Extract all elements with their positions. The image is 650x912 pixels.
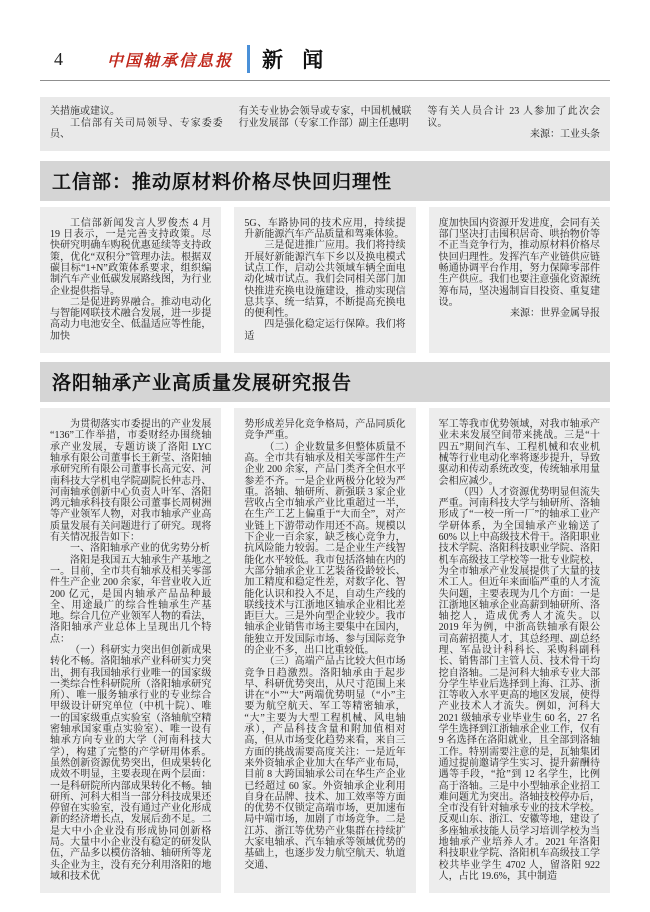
paragraph: 工信部有关司局领导、专家委委员、 xyxy=(50,117,223,141)
article-luoyang-body xyxy=(40,408,610,893)
paragraph: 军工等我市优势领域，对我市轴承产业未来发展空间带来挑战。三是“十四五”期间汽车、工程机械和农业机械等行业电动化率将逐步提升，导致驱动和传动系统改变，传统轴承用量会相应减少。 xyxy=(438,419,600,487)
paragraph: 度加快国内资源开发进度，会同有关部门坚决打击囤积居奇、哄抬物价等不正当竞争行为，推动原材料价格尽快回归理性。发挥汽车产业链供应链畅通协调平台作用，努力保障零部件生产供应。我们也要注意强化资源统筹布局，坚决遏制盲目投资、重复建设。 xyxy=(438,217,600,308)
paragraph: 洛阳是我国五大轴承生产基地之一。目前，全市共有轴承及相关零部件生产企业 200 余家，年营业收入近 200 亿元，是国内轴承产品品种最全、用途最广的综合性轴承生产基地。综合几位产业领军人物的看法，洛阳轴承产业总体上呈现出几个特点： xyxy=(50,554,212,645)
paragraph: 一、洛阳轴承产业的优劣势分析 xyxy=(70,543,210,555)
brief-column-2 xyxy=(239,106,412,141)
article-miit xyxy=(40,161,610,353)
article-miit-title: 工信部：推动原材料价格尽快回归理性 xyxy=(40,161,610,201)
header-divider-bar xyxy=(247,45,250,73)
paragraph: 为贯彻落实市委提出的产业发展“136”工作举措，市委财经办围绕轴承产业发展，专题访谈了洛阳 LYC 轴承有限公司董事长王新莹、洛阳轴承研究所有限公司董事长高元安、河南科技大学机电学院副院长仲志丹、河南轴承创新中心负责人叶军、洛阳鸿元轴承科技有限公司董事长周树洲等产业领军人物，对我市轴承产业高质量发展有关问题进行了研究。现将有关情况报告如下： xyxy=(50,419,212,544)
paragraph: 二是促进跨界融合。推动电动化与智能网联技术融合发展，进一步提高动力电池安全、低温适应等性能，加快 xyxy=(50,296,212,342)
paragraph: 关措施或建议。 xyxy=(50,106,120,117)
paragraph: 等有关人员合计 23 人参加了此次会议。 xyxy=(427,106,601,129)
paragraph: 工信部新闻发言人罗俊杰 4 月 19 日表示，一是完善支持政策。尽快研究明确车购税优惠延续等支持政策，优化“双积分”管理办法。根据双碳目标“1+N”政策体系要求，组织编制汽车产业低碳发展路线图，为行业企业提供指导。 xyxy=(50,217,212,297)
page-header xyxy=(40,0,610,81)
brief-column-3 xyxy=(427,106,600,141)
paragraph: 有关专业协会领导或专家，中国机械联行业发展部（专家工作部）副主任惠明 xyxy=(238,106,412,129)
paragraph: （四）人才资源优势明显但流失严重。河南科技大学与轴研所、洛轴形成了“一校一所一厂”的轴承工业产学研体系，为全国轴承产业输送了 60% 以上中高级技术骨干。洛阳职业技术学院、洛阳科技职业学院、洛阳机车高级技工学校等一批专业院校，为全市轴承产业发展提供了大量的技术工人。但近年来面临严重的人才流失问题，主要表现为几个方面：一是江浙地区轴承企业高薪到轴研所、洛轴挖人，造成优秀人才流失。以 2019 年为例，中浙高铁轴承有限公司高薪招揽人才，其总经理、副总经理、军品设计科科长、采购科副科长、销售部门主管人员、技术骨干均挖自洛轴。二是河科大轴承专业大部分学生毕业后选择到上海、江苏、浙江等收入水平更高的地区发展，使得产业技术人才流失。例如，河科大 2021 级轴承专业毕业生 60 名，27 名学生选择到江浙轴承企业工作，仅有 9 名选择在洛阳就业，且全部到洛轴工作。特别需要注意的是，瓦轴集团通过提前邀请学生实习、提升薪酬待遇等手段，“抢”到 12 名学生，比例高于洛轴。三是中小型轴承企业招工难问题尤为突出。洛轴技校停办后，全市没有针对轴承专业的技术学校。反观山东、浙江、安徽等地，建设了多座轴承技能人员学习培训学校为当地轴承产业培养人才。2021 年洛阳科技职业学院、洛阳机车高级技工学校共毕业学生 4702 人，留洛阳 922 人，占比 19.6%，其中制造 xyxy=(438,486,600,882)
masthead-title: 中国轴承信息报 xyxy=(107,52,234,70)
article-miit-column-2 xyxy=(234,207,415,353)
section-title: 新 闻 xyxy=(262,48,331,72)
paragraph: （三）高端产品占比较大但市场竞争日趋激烈。洛阳轴承由于起步早、科研优势突出，从尺寸范围上来讲在“小”“大”两端优势明显（“小”主要为航空航天、军工等精密轴承，“大”主要为大型工程机械、风电轴承），产品科技含量和附加值相对高，但从市场变化趋势来看，来自三方面的挑战需要高度关注：一是近年来外资轴承企业加大在华产业布局，目前 8 大跨国轴承公司在华生产企业已经超过 60 家。外资轴承企业利用自身在品牌、技术、加工效率等方面的优势不仅锁定高端市场，更加速布局中端市场，加剧了市场竞争。二是江苏、浙江等优势产业集群在持续扩大家电轴承、汽车轴承等领域优势的基础上，也逐步发力航空航天、轨道交通、 xyxy=(244,656,406,871)
article-luoyang-column-2 xyxy=(234,408,415,893)
article-luoyang-column-3 xyxy=(429,408,610,893)
page-number: 4 xyxy=(54,48,63,69)
paragraph: 三是促进推广应用。我们将持续开展好新能源汽车下乡以及换电模式试点工作，启动公共领域车辆全面电动化城市试点。我们会同相关部门加快推进充换电设施建设，推动实现信息共享、统一结算，不断提高充换电的便利性。 xyxy=(244,240,406,320)
paragraph: 来源：世界金属导报 xyxy=(509,308,600,320)
article-miit-body xyxy=(40,207,610,353)
article-luoyang-column-1 xyxy=(40,408,221,893)
article-luoyang-report xyxy=(40,362,610,893)
article-luoyang-title: 洛阳轴承产业高质量发展研究报告 xyxy=(40,362,610,402)
meeting-brief-block xyxy=(40,97,610,151)
paragraph: （二）企业数量多但整体质量不高。全市共有轴承及相关零部件生产企业 200 余家，产品门类齐全但水平参差不齐。一是企业两极分化较为严重。洛轴、轴研所、新强联 3 家企业营收占全市轴承产业比重超过一半，在生产工艺上偏重于“大而全”，对产业链上下游带动作用还不高。规模以下企业一百余家，缺乏核心竞争力，抗风险能力较弱。二是企业生产线智能化水平较低。我市包括洛轴在内的大部分轴承企业工艺装备役龄较长、加工精度和稳定性差，对数字化、智能化认识和投入不足，自动生产线的联线技术与江浙地区轴承企业相比差距巨大。三是外向型企业较少。我市轴承企业销售市场主要集中在国内，能独立开发国际市场、参与国际竞争的企业不多，出口比重较低。 xyxy=(244,441,406,656)
paragraph: （一）科研实力突出但创新成果转化不畅。洛阳轴承产业科研实力突出，拥有我国轴承行业唯一的国家级一类综合性科研院所（洛阳轴承研究所）、唯一服务轴承行业的专业综合甲级设计研究单位（中机十院）、唯一的国家级重点实验室（洛轴航空精密轴承国家重点实验室）、唯一设有轴承方向专业的大学（河南科技大学），构建了完整的产学研用体系。虽然创新资源优势突出，但成果转化成效不明显，主要表现在两个层面：一是科研院所内部成果转化不畅。轴研所、河科大相当一部分科技成果还停留在实验室，没有通过产业化形成新的经济增长点，发展后劲不足。二是大中小企业没有形成协同创新格局。大量中小企业没有稳定的研发队伍，产品多以模仿洛轴、轴研所等龙头企业为主，没有充分利用洛阳的地域和技术优 xyxy=(50,644,212,882)
article-miit-column-3 xyxy=(429,207,610,353)
article-miit-column-1 xyxy=(40,207,221,353)
brief-column-1 xyxy=(50,106,223,141)
paragraph: 势形成差异化竞争格局，产品同质化竞争严重。 xyxy=(244,419,406,442)
paragraph: 5G、车路协同的技术应用，持续提升新能源汽车产品质量和驾乘体验。 xyxy=(244,217,406,241)
paragraph: 四是强化稳定运行保障。我们将适 xyxy=(244,319,406,342)
paragraph: 来源：工业头条 xyxy=(530,129,601,141)
